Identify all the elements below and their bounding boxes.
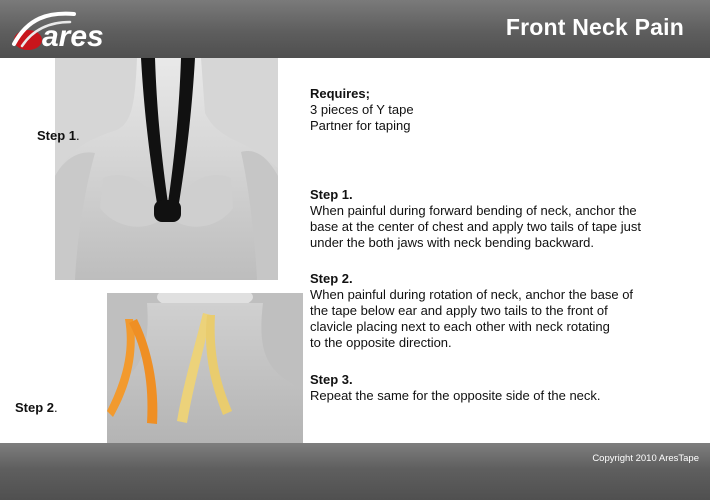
step2-photo-label: Step 2. xyxy=(15,400,58,415)
requires-section xyxy=(310,86,690,134)
step3-line: Repeat the same for the opposite side of the neck. xyxy=(310,388,601,403)
step2-line: the tape below ear and apply two tails to the front of xyxy=(310,303,608,318)
step1-photo-label: Step 1. xyxy=(37,128,80,143)
requires-item: 3 pieces of Y tape xyxy=(310,102,414,117)
page-title: Front Neck Pain xyxy=(505,14,684,40)
requires-heading: Requires; xyxy=(310,86,370,101)
step2-heading: Step 2. xyxy=(310,271,353,286)
step1-line: base at the center of chest and apply two tails of tape just xyxy=(310,219,641,234)
requires-item: Partner for taping xyxy=(310,118,411,133)
step3-section xyxy=(310,372,690,404)
footer-bar xyxy=(0,443,710,500)
step1-line: When painful during forward bending of neck, anchor the xyxy=(310,203,637,218)
step1-photo xyxy=(55,58,278,280)
step1-line: under the both jaws with neck bending backward. xyxy=(310,235,595,250)
step2-section xyxy=(310,271,690,351)
step2-line: clavicle placing next to each other with neck rotating xyxy=(310,319,610,334)
copyright-text: Copyright 2010 AresTape xyxy=(592,453,699,464)
step3-heading: Step 3. xyxy=(310,372,353,387)
step2-line: When painful during rotation of neck, anchor the base of xyxy=(310,287,634,302)
step2-photo xyxy=(107,293,303,443)
ares-logo[interactable] xyxy=(8,8,138,54)
step1-section xyxy=(310,187,690,251)
logo-text: ares xyxy=(42,20,104,53)
step2-line: to the opposite direction. xyxy=(310,335,452,350)
step1-heading: Step 1. xyxy=(310,187,353,202)
header-bar xyxy=(0,0,710,58)
